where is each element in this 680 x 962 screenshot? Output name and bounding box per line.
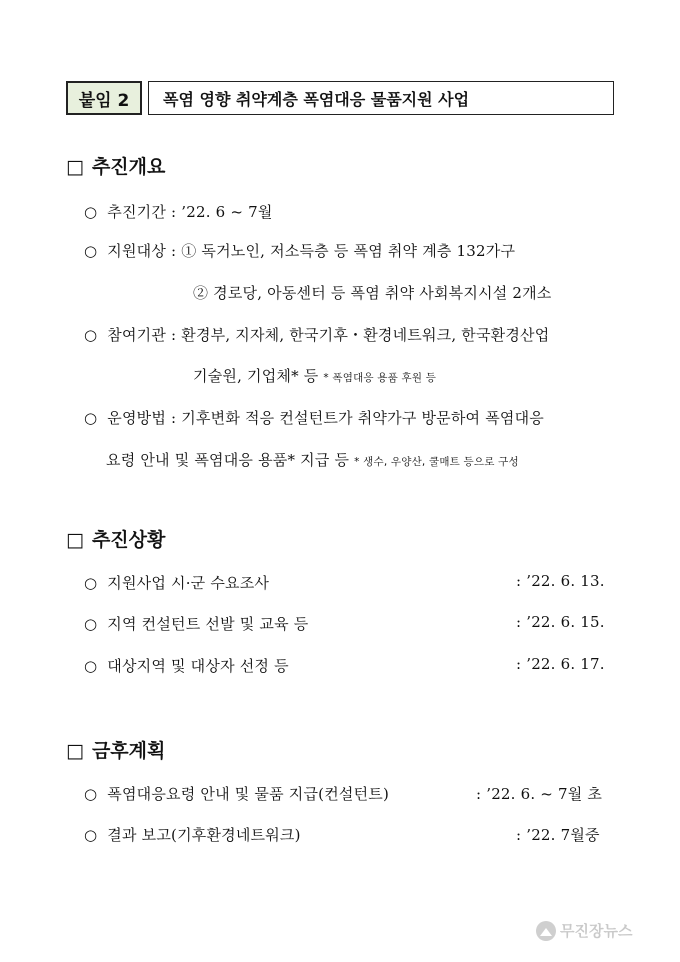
bullet-circle-icon: ○ (84, 409, 98, 427)
checkbox-square-icon: □ (66, 740, 84, 762)
bullet-circle-icon: ○ (84, 826, 98, 844)
bullet-circle-icon: ○ (84, 242, 98, 260)
target-value-2: ② 경로당, 아동센터 등 폭염 취약 사회복지시설 2개소 (193, 284, 552, 302)
section-title: 추진개요 (91, 156, 166, 178)
target-value-1: ① 독거노인, 저소득층 등 폭염 취약 계층 132가구 (181, 242, 516, 260)
method-label: 운영방법 : (107, 409, 177, 427)
section-status-heading (66, 525, 165, 552)
status-item-date: : ’22. 6. 17. (516, 655, 605, 673)
checkbox-square-icon: □ (66, 529, 84, 551)
status-item-text: 지역 컨설턴트 선발 및 교육 등 (107, 615, 309, 633)
period-row (84, 201, 273, 222)
bullet-circle-icon: ○ (84, 203, 98, 221)
bullet-circle-icon: ○ (84, 326, 98, 344)
partner-row (84, 324, 549, 345)
status-item (84, 572, 269, 593)
attachment-tag: 붙임 2 (66, 81, 142, 115)
partner-label: 참여기관 : (107, 326, 177, 344)
method-value-1: 기후변화 적응 컨설턴트가 취약가구 방문하여 폭염대응 (181, 409, 544, 427)
section-title: 추진상황 (91, 529, 166, 551)
watermark-text: 무진장뉴스 (560, 922, 633, 940)
plan-item-date: : ’22. 6. ~ 7월 초 (476, 785, 603, 803)
watermark-logo-icon (536, 921, 556, 941)
plan-item-text: 폭염대응요령 안내 및 물품 지급(컨설턴트) (107, 785, 390, 803)
status-item-date: : ’22. 6. 15. (516, 613, 605, 631)
checkbox-square-icon: □ (66, 156, 84, 178)
document-title: 폭염 영향 취약계층 폭염대응 물품지원 사업 (148, 81, 614, 115)
target-label: 지원대상 : (107, 242, 177, 260)
target-row (84, 240, 515, 261)
bullet-circle-icon: ○ (84, 615, 98, 633)
partner-footnote: * 폭염대응 용품 후원 등 (323, 372, 437, 384)
status-item-text: 대상지역 및 대상자 선정 등 (107, 657, 289, 675)
section-plan-heading (66, 736, 165, 763)
status-item-text: 지원사업 시·군 수요조사 (107, 574, 270, 592)
status-item (84, 613, 308, 634)
method-row (84, 407, 544, 428)
partner-row-2 (193, 365, 436, 386)
method-value-2: 요령 안내 및 폭염대응 용품* 지급 등 (106, 451, 350, 469)
method-row-2 (106, 449, 519, 470)
plan-item (84, 783, 389, 804)
plan-item (84, 824, 301, 845)
method-footnote: * 생수, 우양산, 쿨매트 등으로 구성 (354, 456, 519, 468)
plan-item-text: 결과 보고(기후환경네트워크) (107, 826, 301, 844)
watermark (536, 920, 632, 941)
period-value: ’22. 6 ~ 7월 (181, 203, 273, 221)
status-item (84, 655, 289, 676)
bullet-circle-icon: ○ (84, 657, 98, 675)
status-item-date: : ’22. 6. 13. (516, 572, 605, 590)
partner-value-2: 기술원, 기업체* 등 (193, 367, 319, 385)
bullet-circle-icon: ○ (84, 574, 98, 592)
section-overview-heading (66, 152, 165, 179)
bullet-circle-icon: ○ (84, 785, 98, 803)
plan-item-date: : ’22. 7월중 (516, 826, 600, 844)
period-label: 추진기간 : (107, 203, 177, 221)
section-title: 금후계획 (91, 740, 166, 762)
partner-value-1: 환경부, 지자체, 한국기후・환경네트워크, 한국환경산업 (181, 326, 550, 344)
